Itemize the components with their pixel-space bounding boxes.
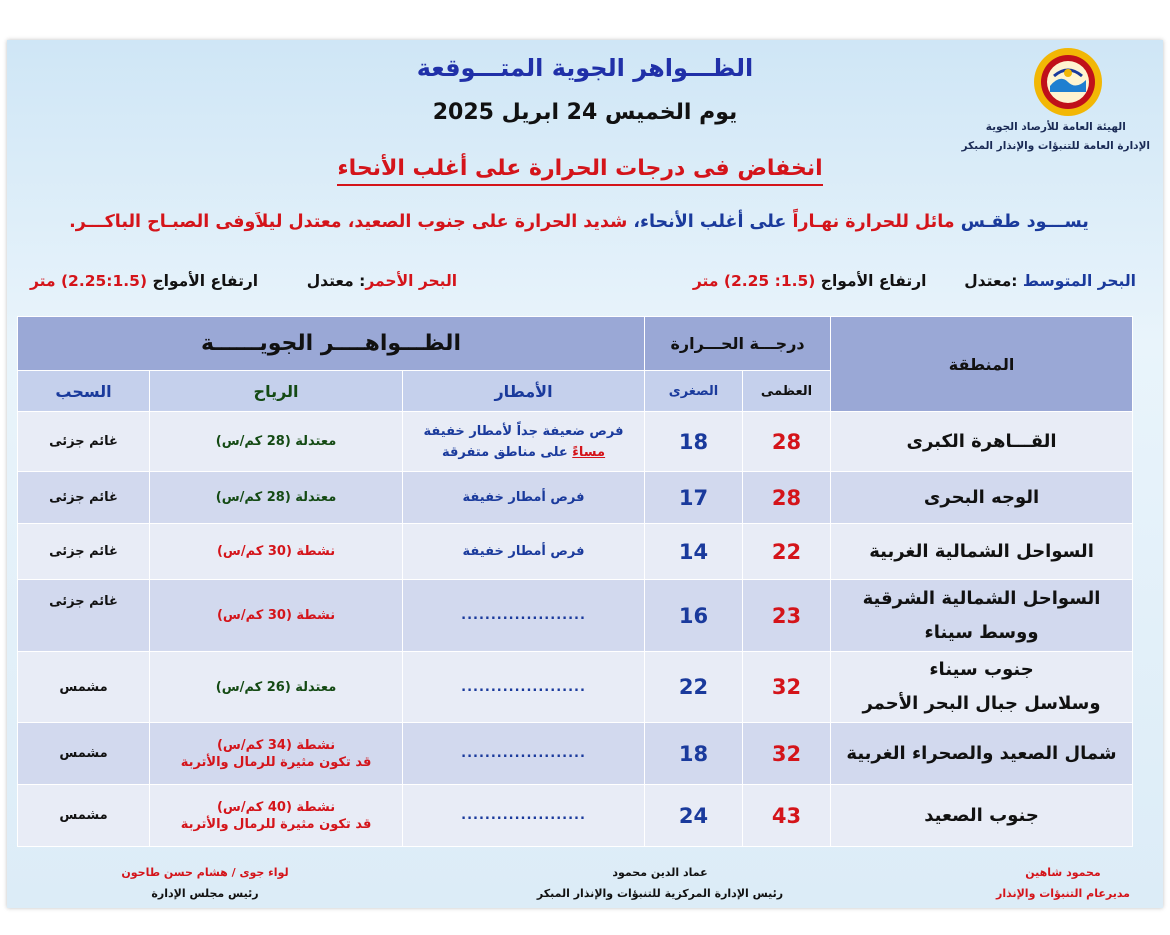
max-temp-cell: 23 (743, 580, 831, 652)
wind-cell: معتدلة (26 كم/س) (150, 652, 403, 723)
red-sea-status: البحر الأحمر: معتدل ارتفاع الأمواج (2.25:1.5) متر (30, 272, 458, 290)
table-row (18, 652, 1133, 723)
rain-cell: ..................... (403, 785, 645, 847)
column-header-region: المنطقة (831, 317, 1133, 412)
min-temp-cell: 22 (645, 652, 743, 723)
region-cell: السواحل الشمالية الغربية (831, 524, 1133, 580)
table-row (18, 580, 1133, 652)
column-header-temperature: درجـــة الحـــرارة (645, 317, 831, 371)
region-cell: جنوب الصعيد (831, 785, 1133, 847)
weather-summary: يســـود طقـس مائل للحرارة نهـاراً على أغلب الأنحاء، شديد الحرارة على جنوب الصعيد، معتدل ليلاَوفى الصبـاح الباكـــر. (69, 212, 1089, 232)
region-cell: السواحل الشمالية الشرقية ووسط سيناء (831, 580, 1133, 652)
table-row (18, 524, 1133, 580)
signature-right: محمود شاهين مديرعام التنبؤات والإنذار (996, 866, 1130, 900)
cloud-cell: غائم جزئى (18, 524, 150, 580)
page-title: الظـــواهر الجوية المتـــوقعة (416, 54, 754, 82)
cloud-cell: غائم جزئى (18, 580, 150, 652)
cloud-cell: مشمس (18, 652, 150, 723)
region-cell: القـــاهرة الكبرى (831, 412, 1133, 472)
forecast-date: يوم الخميس 24 ابريل 2025 (432, 100, 738, 125)
mediterranean-sea-status: البحر المتوسط :معتدل ارتفاع الأمواج (1.5: 2.25) متر (692, 272, 1136, 290)
column-header-rain: الأمطار (403, 371, 645, 412)
region-cell: شمال الصعيد والصحراء الغربية (831, 723, 1133, 785)
rain-cell: ..................... (403, 723, 645, 785)
max-temp-cell: 28 (743, 472, 831, 524)
wind-cell: معتدلة (28 كم/س) (150, 472, 403, 524)
min-temp-cell: 18 (645, 412, 743, 472)
min-temp-cell: 18 (645, 723, 743, 785)
wind-cell: معتدلة (28 كم/س) (150, 412, 403, 472)
egyptian-meteorological-authority-logo-icon (1030, 46, 1106, 118)
wind-cell: نشطة (30 كم/س) (150, 524, 403, 580)
max-temp-cell: 22 (743, 524, 831, 580)
headline: انخفاض فى درجات الحرارة على أغلب الأنحاء (330, 156, 830, 181)
region-cell: الوجه البحرى (831, 472, 1133, 524)
rain-cell: فرص أمطار خفيفة (403, 524, 645, 580)
min-temp-cell: 24 (645, 785, 743, 847)
table-row (18, 723, 1133, 785)
table-row (18, 472, 1133, 524)
rain-cell: فرص أمطار خفيفة (403, 472, 645, 524)
signature-left: لواء جوى / هشام حسن طاحون رئيس مجلس الإدارة (121, 866, 289, 900)
cloud-cell: غائم جزئى (18, 472, 150, 524)
wind-cell: نشطة (34 كم/س) قد تكون مثيرة للرمال والأتربة (150, 723, 403, 785)
rain-cell: ..................... (403, 652, 645, 723)
column-header-phenomena: الظـــواهــــر الجويــــــة (18, 317, 645, 371)
column-header-clouds: السحب (18, 371, 150, 412)
rain-cell: ..................... (403, 580, 645, 652)
max-temp-cell: 32 (743, 723, 831, 785)
max-temp-cell: 32 (743, 652, 831, 723)
signature-center: عماد الدين محمود رئيس الإدارة المركزية للتنبؤات والإنذار المبكر (536, 866, 784, 900)
organization-name: الهيئة العامة للأرصاد الجوية الإدارة العامة للتنبؤات والإنذار المبكر (961, 121, 1150, 152)
forecast-table (17, 316, 1133, 847)
table-row (18, 412, 1133, 472)
rain-cell: فرص ضعيفة جداً لأمطار خفيفة مساءً على مناطق متفرقة (403, 412, 645, 472)
cloud-cell: غائم جزئى (18, 412, 150, 472)
cloud-cell: مشمس (18, 785, 150, 847)
wind-cell: نشطة (40 كم/س) قد تكون مثيرة للرمال والأتربة (150, 785, 403, 847)
wind-cell: نشطة (30 كم/س) (150, 580, 403, 652)
region-cell: جنوب سيناء وسلاسل جبال البحر الأحمر (831, 652, 1133, 723)
cloud-cell: مشمس (18, 723, 150, 785)
min-temp-cell: 14 (645, 524, 743, 580)
min-temp-cell: 16 (645, 580, 743, 652)
table-row (18, 785, 1133, 847)
column-header-max: العظمى (743, 371, 831, 412)
min-temp-cell: 17 (645, 472, 743, 524)
column-header-wind: الرياح (150, 371, 403, 412)
max-temp-cell: 28 (743, 412, 831, 472)
column-header-min: الصغرى (645, 371, 743, 412)
max-temp-cell: 43 (743, 785, 831, 847)
